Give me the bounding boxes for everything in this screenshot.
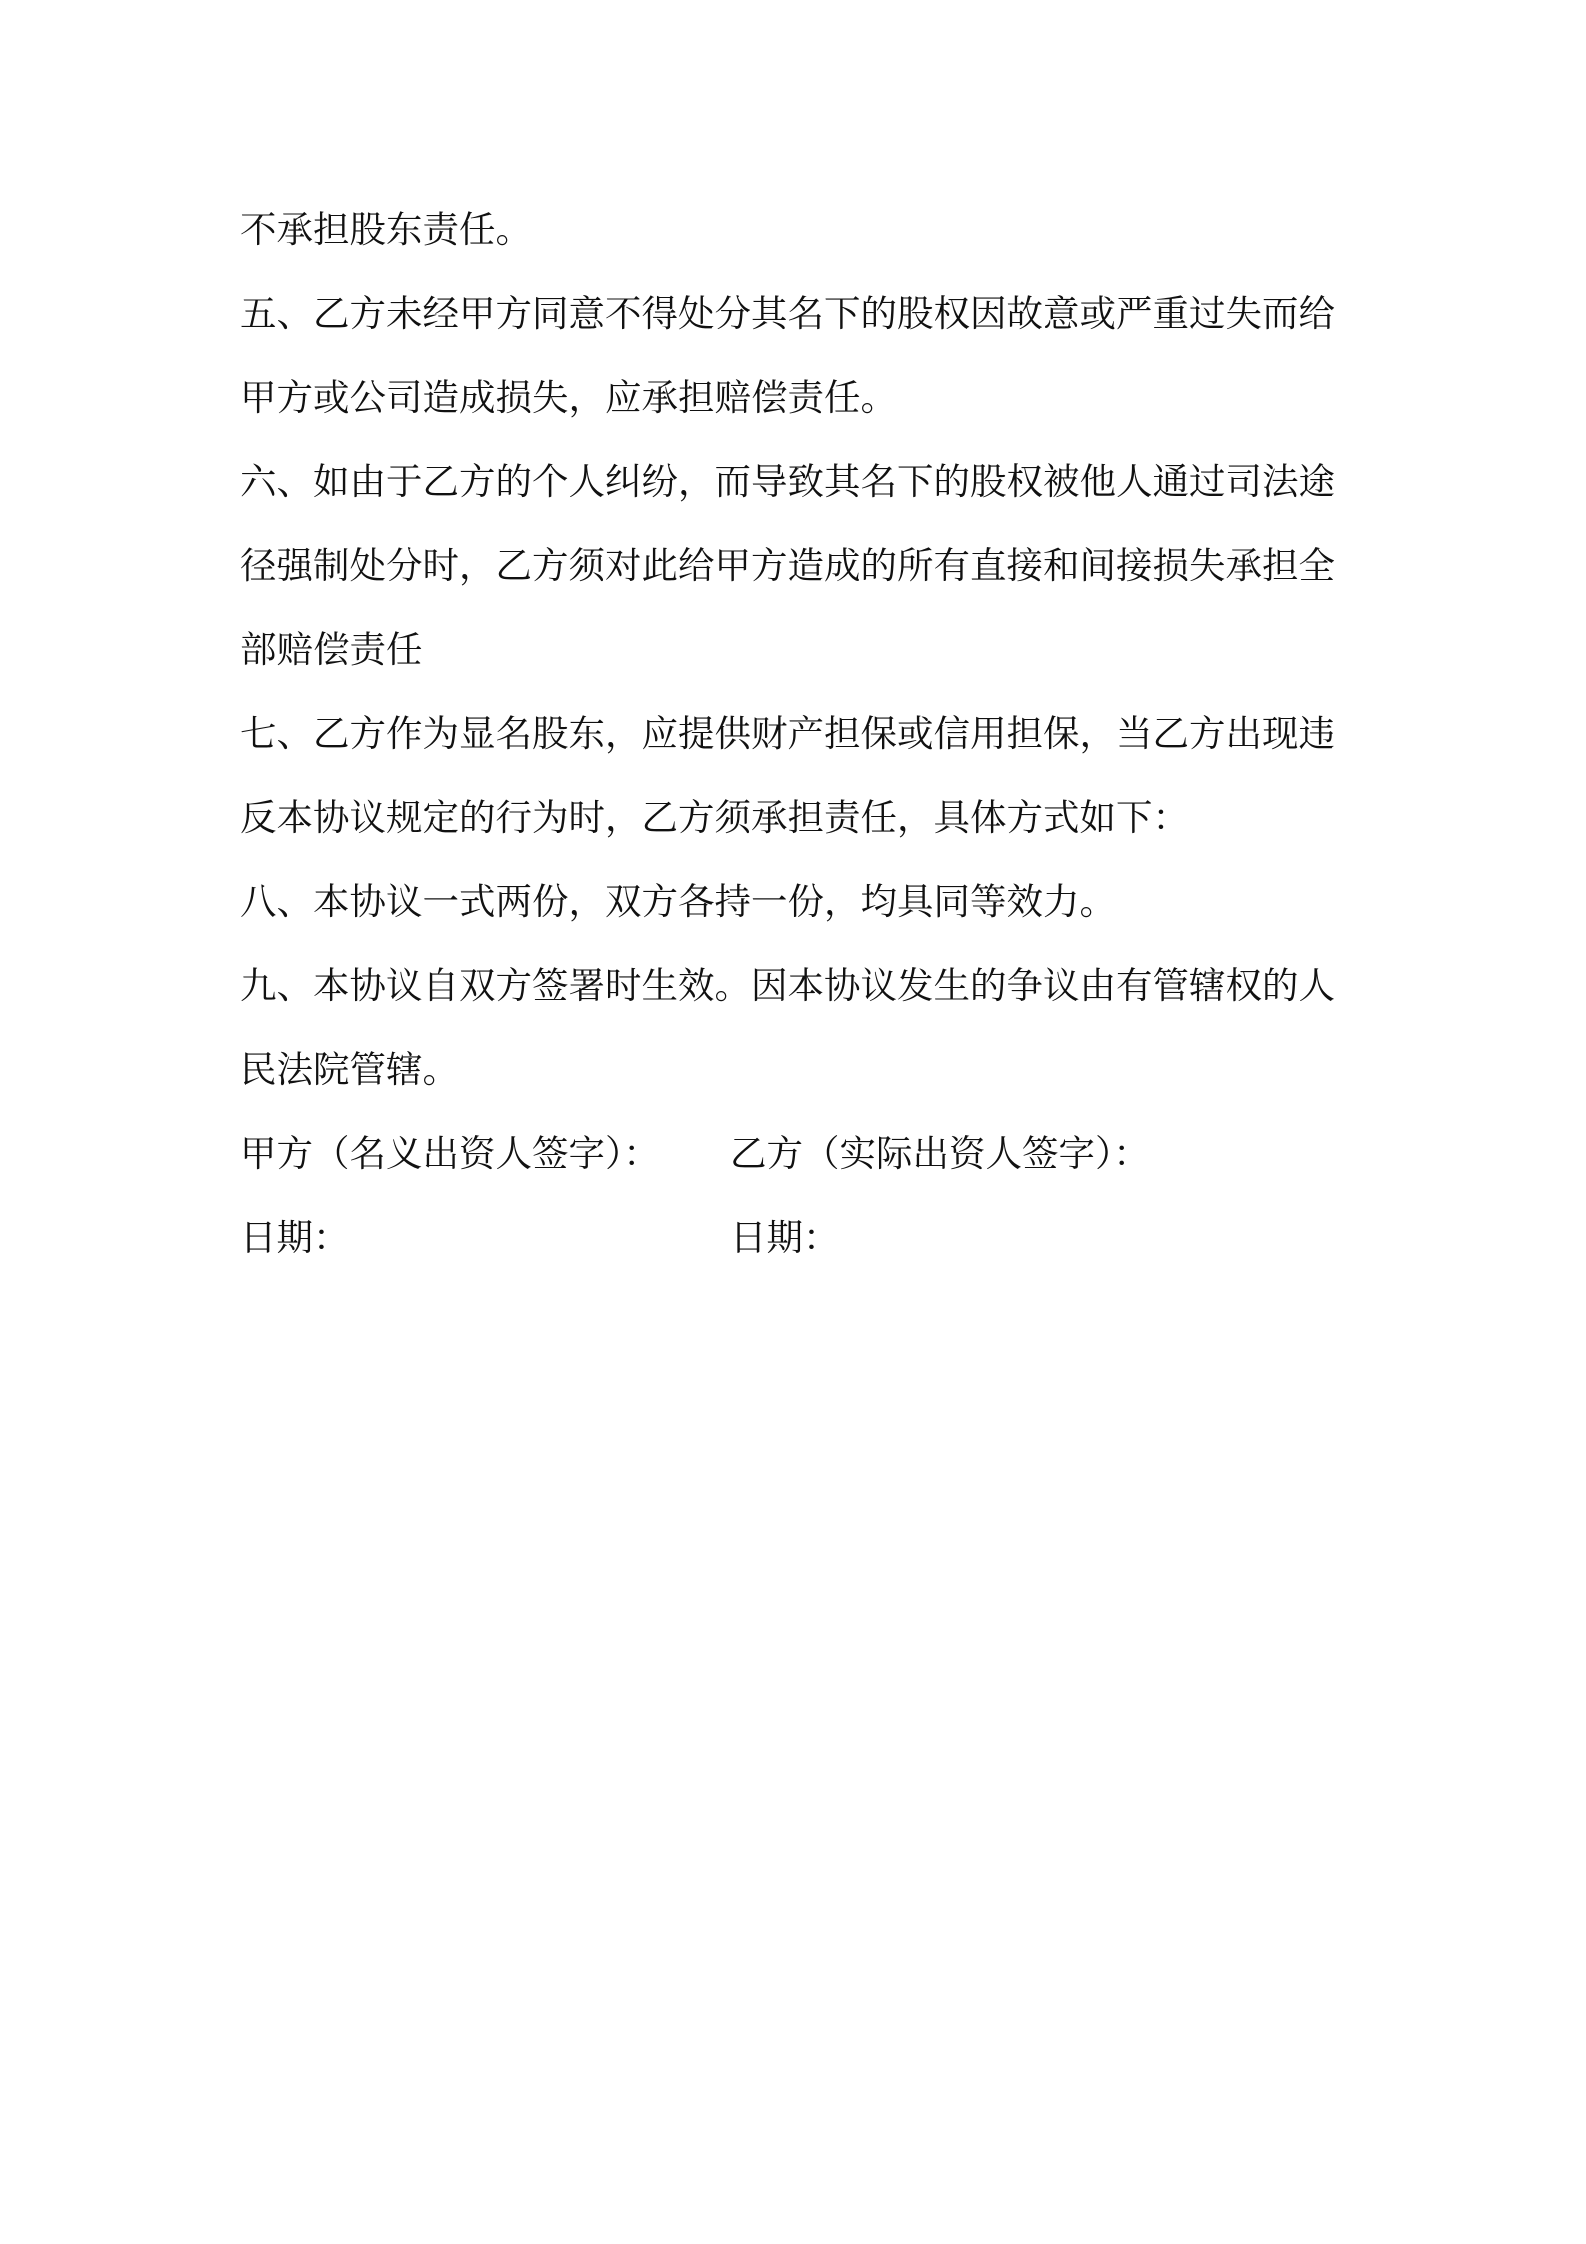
clause-9: 九、本协议自双方签署时生效。因本协议发生的争议由有管辖权的人民法院管辖。 <box>240 964 1335 1091</box>
clause-6: 六、如由于乙方的个人纠纷，而导致其名下的股权被他人通过司法途径强制处分时，乙方须对此给甲方造成的所有直接和间接损失承担全部赔偿责任 <box>240 460 1335 671</box>
party-b-date-label: 日期： <box>730 1216 840 1259</box>
clause-8: 八、本协议一式两份，双方各持一份，均具同等效力。 <box>240 880 1116 923</box>
party-a-signature-label: 甲方（名义出资人签字）： <box>240 1132 660 1175</box>
date-row <box>240 1196 1365 1280</box>
clause-5: 五、乙方未经甲方同意不得处分其名下的股权因故意或严重过失而给甲方或公司造成损失，应承担赔偿责任。 <box>240 292 1335 419</box>
paragraph-continuation: 不承担股东责任。 <box>240 208 532 251</box>
party-a-date-label: 日期： <box>240 1216 350 1259</box>
clause-7: 七、乙方作为显名股东，应提供财产担保或信用担保，当乙方出现违反本协议规定的行为时，乙方须承担责任，具体方式如下： <box>240 712 1335 839</box>
party-b-signature-label: 乙方（实际出资人签字）： <box>730 1132 1150 1175</box>
signature-row <box>240 1112 1365 1196</box>
document-body <box>240 188 1365 1280</box>
